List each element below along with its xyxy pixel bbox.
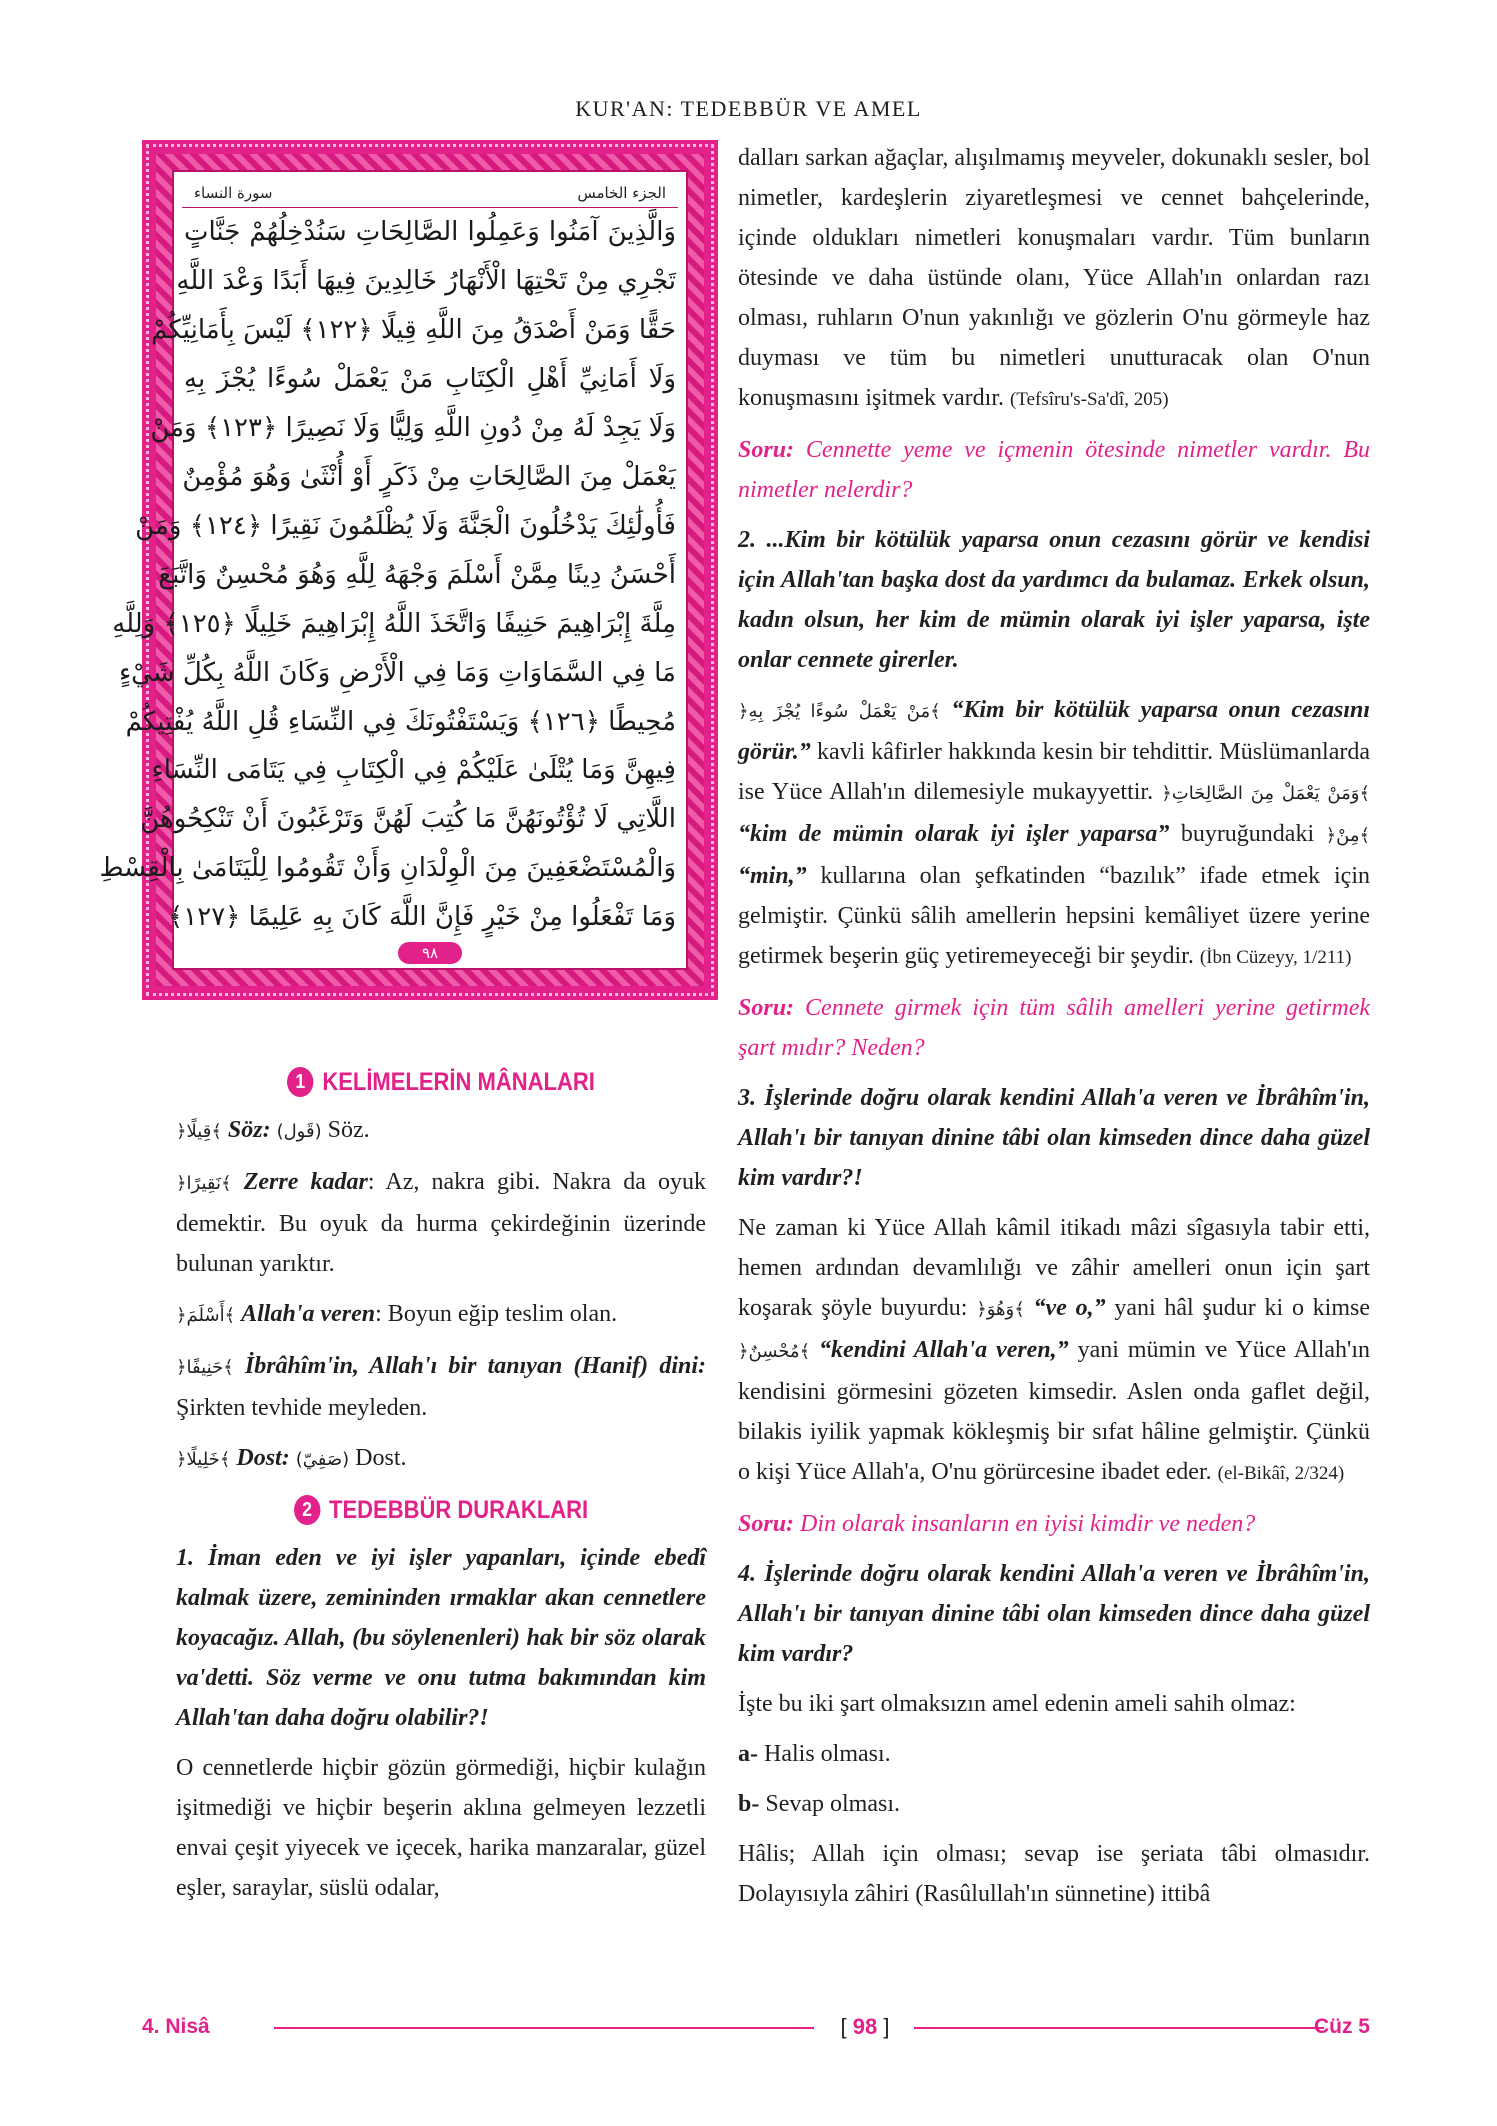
arabic-word: ﴿أَسْلَمَ﴾ <box>176 1305 236 1326</box>
arabic-quote: ﴿وَهُوَ﴾ <box>976 1299 1025 1320</box>
quote: “Kim bir kötülük yaparsa onun cezasını görür.” <box>738 697 1371 765</box>
citation: (Tefsîru's-Sa'dî, 205) <box>1009 389 1169 410</box>
question-label: Soru: <box>738 437 795 463</box>
quote: “ve o,” <box>1033 1295 1106 1321</box>
glossary-entry <box>176 1294 706 1336</box>
quran-line: أَحْسَنُ دِينًا مِمَّنْ أَسْلَمَ وَجْهَهُ لِلَّهِ وَهُوَ مُحْسِنٌ وَاتَّبَعَ <box>158 559 676 590</box>
quote: “min,” <box>738 863 807 889</box>
arabic-root: (صَفِيّ) <box>295 1449 350 1470</box>
paragraph-text: dalları sarkan ağaçlar, alışılmamış meyveler, dokunaklı sesler, bol nimetler, kardeşlerin ziyaretleşmesi ve cennet bahçelerinde, içinde oldukları nimetleri konuşmaları vardır. Tüm bunların ötesinde ve daha üstünde olanı, Yüce Allah'ın onlardan razı olması, ruhların O'nun yakınlığı ve gözlerin O'nu görmeyle haz duyması ve tüm bu nimetleri unutturacak olan O'nun konuşmasını işitmek vardır. <box>738 145 1370 411</box>
paragraph-text: Ne zaman ki Yüce Allah kâmil itikadı mâzi sîgasıyla tabir etti, hemen ardından devamlılığı ve zâhir amelleri onun için şart koşarak şöyle buyurdu: <box>738 1215 1370 1321</box>
citation: (el-Bikâî, 2/324) <box>1217 1463 1345 1484</box>
glossary-entry <box>176 1162 706 1284</box>
glossary-definition: : Az, nakra gibi. Nakra da oyuk demektir. Bu oyuk da hurma çekirdeğinin üzerinde bulunan yarıktır. <box>176 1169 707 1277</box>
list-item <box>738 1784 1370 1824</box>
footer-rule <box>274 2027 814 2029</box>
question-text: Cennete girmek için tüm sâlih amelleri yerine getirmek şart mıdır? Neden? <box>738 995 1370 1061</box>
quran-line: فِيهِنَّ وَمَا يُتْلَىٰ عَلَيْكُمْ فِي الْكِتَابِ فِي يَتَامَى النِّسَاءِ <box>151 755 676 786</box>
quran-page-number: ٩٨ <box>398 942 462 964</box>
quran-page-header <box>182 178 678 208</box>
paragraph <box>738 138 1370 420</box>
question <box>738 430 1370 510</box>
arabic-word: ﴿نَقِيرًا﴾ <box>176 1173 232 1194</box>
quran-line: يَعْمَلْ مِنَ الصَّالِحَاتِ مِنْ ذَكَرٍ أَوْ أُنْثَىٰ وَهُوَ مُؤْمِنٌ <box>182 461 676 492</box>
glossary-definition: Dost. <box>355 1445 407 1471</box>
footer-rule <box>914 2027 1324 2029</box>
glossary-entry <box>176 1110 706 1152</box>
left-column <box>176 1062 706 1918</box>
quran-line: وَمَا تَفْعَلُوا مِنْ خَيْرٍ فَإِنَّ اللَّهَ كَانَ بِهِ عَلِيمًا ﴿١٢٧﴾ <box>168 902 676 933</box>
quran-page-frame <box>99 140 718 1000</box>
list-item-label: a- <box>738 1741 758 1767</box>
quran-line: فَأُولَٰئِكَ يَدْخُلُونَ الْجَنَّةَ وَلَا يُظْلَمُونَ نَقِيرًا ﴿١٢٤﴾ وَمَنْ <box>135 510 676 541</box>
surah-label: سورة النساء <box>194 183 273 202</box>
glossary-term: Söz: <box>227 1117 271 1143</box>
juz-footer-label: Cüz 5 <box>1313 2015 1370 2038</box>
quran-line: وَالْمُسْتَضْعَفِينَ مِنَ الْوِلْدَانِ وَأَنْ تَقُومُوا لِلْيَتَامَىٰ بِالْقِسْطِ <box>99 853 676 884</box>
paragraph: O cennetlerde hiçbir gözün görmediği, hiçbir kulağın işitmediği ve hiçbir beşerin aklına gelmeyen lezzetli envai çeşit yiyecek ve içecek, harika manzaralar, güzel eşler, saraylar, süslü odalar, <box>176 1755 706 1901</box>
paragraph-text: yani mümin ve Yüce Allah'ın kendisini görmesini gözeten kimsedir. Aslen onda gaflet değil, bilakis iyilik yapmak kökleşmiş bir sıfat hâline gelmiştir. Çünkü o kişi Yüce Allah'a, O'nu görürcesine ibadet eder. <box>738 1337 1370 1485</box>
page-number <box>822 2012 908 2042</box>
question <box>738 988 1370 1068</box>
paragraph-text: buyruğundaki <box>1180 821 1326 847</box>
juz-label: الجزء الخامس <box>577 183 666 202</box>
list-item-text: Halis olması. <box>758 1741 891 1767</box>
quote: “kendini Allah'a veren,” <box>819 1337 1069 1363</box>
paragraph <box>738 690 1370 978</box>
question-text: Cennette yeme ve içmenin ötesinde nimetler vardır. Bu nimetler nelerdir? <box>738 437 1371 503</box>
quran-line: تَجْرِي مِنْ تَحْتِهَا الْأَنْهَارُ خَالِدِينَ فِيهَا أَبَدًا وَعْدَ اللَّهِ <box>176 265 676 296</box>
quran-lines <box>99 216 676 934</box>
paragraph-text: kavli kâfirler hakkında kesin bir tehdittir. Müslümanlarda ise Yüce Allah'ın dilemesiyle mukayyettir. <box>738 739 1371 805</box>
glossary-term: İbrâhîm'in, Allah'ı bir tanıyan (Hanif) dini: <box>244 1353 706 1379</box>
quran-line: مُحِيطًا ﴿١٢٦﴾ وَيَسْتَفْتُونَكَ فِي النِّسَاءِ قُلِ اللَّهُ يُفْتِيكُمْ <box>125 706 676 737</box>
verse-heading: 3. İşlerinde doğru olarak kendini Allah'a veren ve İbrâhîm'in, Allah'ı bir tanıyan dinine tâbi olan kimseden dince daha güzel kim vardır?! <box>738 1085 1370 1191</box>
question-text: Din olarak insanların en iyisi kimdir ve neden? <box>800 1511 1256 1537</box>
arabic-quote: ﴿مُحْسِنٌ﴾ <box>738 1341 811 1362</box>
arabic-word: ﴿حَنِيفًا﴾ <box>176 1357 234 1378</box>
quran-line: اللَّاتِي لَا تُؤْتُونَهُنَّ مَا كُتِبَ لَهُنَّ وَتَرْغَبُونَ أَنْ تَنْكِحُوهُنَّ <box>140 804 676 835</box>
question <box>738 1504 1370 1544</box>
verse-heading: 1. İman eden ve iyi işler yapanları, içinde ebedî kalmak üzere, zemininden ırmaklar akan cennetlere koyacağız. Allah, (bu söylenenleri) hak bir söz olarak va'detti. Söz verme ve onu tutma bakımından kim Allah'tan daha doğru olabilir?! <box>176 1545 706 1731</box>
glossary-term: Zerre kadar <box>243 1169 368 1195</box>
page-number-value: 98 <box>852 2014 878 2039</box>
question-label: Soru: <box>738 1511 795 1537</box>
arabic-root: (قَول) <box>276 1121 322 1142</box>
arabic-quote: ﴿وَمَنْ يَعْمَلْ مِنَ الصَّالِحَاتِ﴾ <box>1161 783 1370 804</box>
running-head: KUR'AN: TEDEBBÜR VE AMEL <box>575 96 922 121</box>
verse-heading: 2. ...Kim bir kötülük yaparsa onun cezasını görür ve kendisi için Allah'tan başka dost da yardımcı da bulamaz. Erkek olsun, kadın olsun, her kim de mümin olarak iyi işler yaparsa, işte onlar cennete girerler. <box>738 527 1370 673</box>
paragraph-text: kullarına olan şefkatinden “bazılık” ifade etmek için gelmiştir. Çünkü sâlih amellerin hepsini kemâliyet üzere yerine getirmek beşerin güç yetiremeyeceği bir şeydir. <box>738 863 1371 969</box>
section-heading-word-meanings <box>208 1062 674 1102</box>
glossary-definition: Söz. <box>327 1117 370 1143</box>
arabic-quote: ﴿مِنْ﴾ <box>1325 825 1371 846</box>
glossary-term: Allah'a veren <box>241 1301 376 1327</box>
verse-heading: 4. İşlerinde doğru olarak kendini Allah'a veren ve İbrâhîm'in, Allah'ı bir tanıyan dinine tâbi olan kimseden dince daha güzel kim vardır? <box>738 1561 1370 1667</box>
paragraph: Hâlis; Allah için olması; sevap ise şeriata tâbi olmasıdır. Dolayısıyla zâhiri (Rasûlullah'ın sünnetine) ittibâ <box>738 1841 1370 1907</box>
quran-text-panel <box>99 170 688 970</box>
page-bracket: ] <box>877 2014 890 2039</box>
question-label: Soru: <box>738 995 795 1021</box>
paragraph-text: yani hâl şudur ki o kimse <box>1114 1295 1371 1321</box>
quran-line: وَلَا أَمَانِيِّ أَهْلِ الْكِتَابِ مَنْ يَعْمَلْ سُوءًا يُجْزَ بِهِ <box>184 363 676 394</box>
glossary-term: Dost: <box>236 1445 290 1471</box>
section-title: KELİMELERİN MÂNALARI <box>322 1068 595 1096</box>
citation: (İbn Cüzeyy, 1/211) <box>1199 947 1352 968</box>
paragraph: İşte bu iki şart olmaksızın amel edenin ameli sahih olmaz: <box>738 1691 1296 1717</box>
section-number-badge: 1 <box>287 1067 313 1097</box>
arabic-word: ﴿خَلِيلًا﴾ <box>176 1449 231 1470</box>
quran-line: مَا فِي السَّمَاوَاتِ وَمَا فِي الْأَرْضِ وَكَانَ اللَّهُ بِكُلِّ شَيْءٍ <box>118 657 676 688</box>
glossary-entry <box>176 1438 706 1480</box>
paragraph <box>738 1208 1370 1494</box>
quran-line: مِلَّةَ إِبْرَاهِيمَ حَنِيفًا وَاتَّخَذَ اللَّهُ إِبْرَاهِيمَ خَلِيلًا ﴿١٢٥﴾ وَلِلَّهِ <box>112 608 676 639</box>
quote: “kim de mümin olarak iyi işler yaparsa” <box>738 821 1170 847</box>
right-column <box>738 138 1370 1924</box>
list-item-label: b- <box>738 1791 760 1817</box>
glossary-entry <box>176 1346 706 1428</box>
arabic-word: ﴿قِيلًا﴾ <box>176 1121 222 1142</box>
arabic-quote: ﴿مَنْ يَعْمَلْ سُوءًا يُجْزَ بِهِ﴾ <box>738 701 941 722</box>
list-item-text: Sevap olması. <box>759 1791 900 1817</box>
quran-line: وَلَا يَجِدْ لَهُ مِنْ دُونِ اللَّهِ وَلِيًّا وَلَا نَصِيرًا ﴿١٢٣﴾ وَمَنْ <box>150 412 676 443</box>
section-number-badge: 2 <box>294 1495 320 1525</box>
glossary-definition: : Boyun eğip teslim olan. <box>375 1301 618 1327</box>
glossary-definition: Şirkten tevhide meyleden. <box>176 1395 428 1421</box>
section-heading-reflection <box>208 1490 674 1530</box>
surah-footer-label: 4. Nisâ <box>142 2015 210 2038</box>
list-item <box>738 1734 1370 1774</box>
section-title: TEDEBBÜR DURAKLARI <box>329 1496 589 1524</box>
page-footer <box>142 2012 1370 2042</box>
quran-line: وَالَّذِينَ آمَنُوا وَعَمِلُوا الصَّالِحَاتِ سَنُدْخِلُهُمْ جَنَّاتٍ <box>184 217 676 247</box>
page-bracket: [ <box>840 2014 853 2039</box>
quran-line: حَقًّا وَمَنْ أَصْدَقُ مِنَ اللَّهِ قِيلًا ﴿١٢٢﴾ لَيْسَ بِأَمَانِيِّكُمْ <box>151 314 676 345</box>
